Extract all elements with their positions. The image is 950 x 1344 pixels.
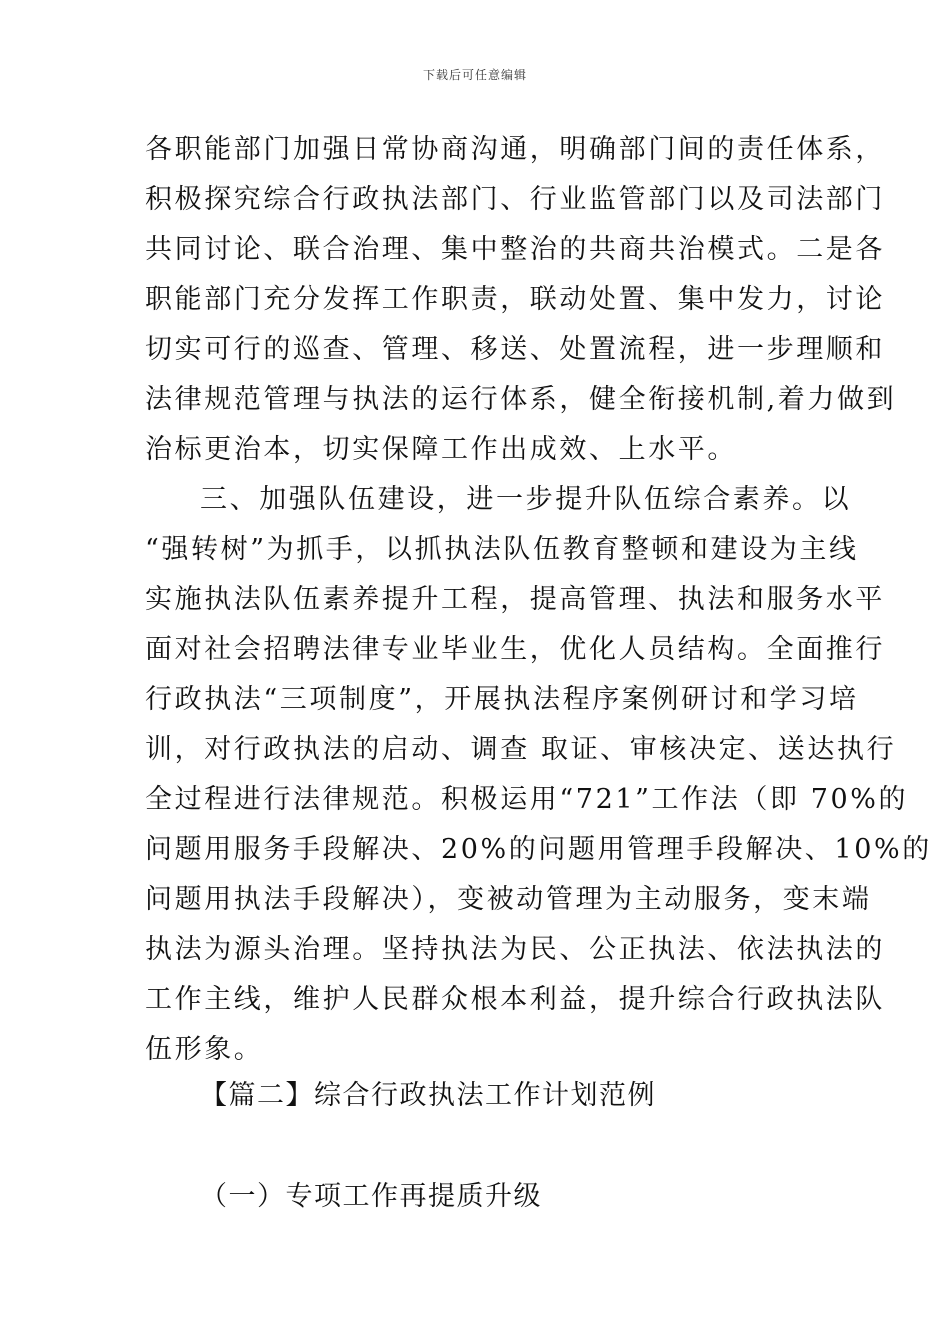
body-text-line: 问题用服务手段解决、20%的问题用管理手段解决、10%的 [145,834,932,865]
body-text-line: “强转树”为抓手，以抓执法队伍教育整顿和建设为主线 [145,534,859,565]
page-header: 下载后可任意编辑 [422,68,527,82]
body-text-line: 治标更治本，切实保障工作出成效、上水平。 [145,434,737,465]
body-text-line: 全过程进行法律规范。积极运用“721”工作法（即 70%的 [145,784,909,815]
body-text-line: 切实可行的巡查、管理、移送、处置流程，进一步理顺和 [145,334,885,365]
body-text-line: 伍形象。 [145,1034,264,1065]
body-text-line: 行政执法“三项制度”，开展执法程序案例研讨和学习培 [145,684,859,715]
body-text-line: 职能部门充分发挥工作职责，联动处置、集中发力，讨论 [145,284,885,315]
body-text-line: 共同讨论、联合治理、集中整治的共商共治模式。二是各 [145,234,885,265]
body-text-line: 法律规范管理与执法的运行体系，健全衔接机制,着力做到 [145,384,897,415]
body-text-line-indented: 三、加强队伍建设，进一步提升队伍综合素养。以 [200,484,852,515]
body-text-line: 执法为源头治理。坚持执法为民、公正执法、依法执法的 [145,934,885,965]
body-text-line: 工作主线，维护人民群众根本利益，提升综合行政执法队 [145,984,885,1015]
body-text-line: 训，对行政执法的启动、调查 取证、审核决定、送达执行 [145,734,897,765]
body-text-line: 面对社会招聘法律专业毕业生，优化人员结构。全面推行 [145,634,885,665]
section-title: 【篇二】综合行政执法工作计划范例 [200,1080,656,1111]
body-text-line: 问题用执法手段解决），变被动管理为主动服务，变末端 [145,884,872,915]
subsection-title: （一）专项工作再提质升级 [200,1181,542,1212]
body-text-line: 实施执法队伍素养提升工程，提高管理、执法和服务水平 [145,584,885,615]
body-text-line: 积极探究综合行政执法部门、行业监管部门以及司法部门 [145,184,885,215]
body-text-line: 各职能部门加强日常协商沟通，明确部门间的责任体系， [145,134,885,165]
